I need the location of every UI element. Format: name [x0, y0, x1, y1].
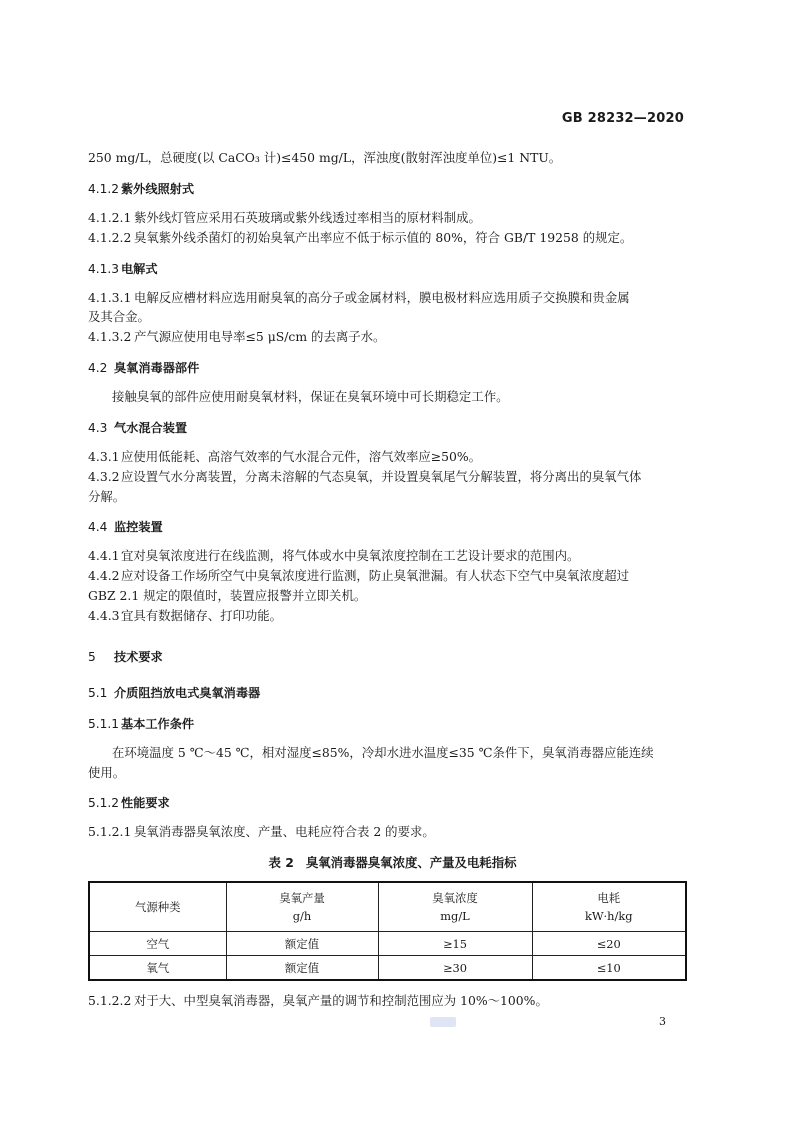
clause-4-3-2	[88, 469, 684, 485]
page-number: 3	[659, 1015, 666, 1028]
header-power-consumption: 电耗 kW·h/kg	[532, 882, 686, 932]
section-number: 5.1.1	[88, 717, 120, 731]
section-title: 紫外线照射式	[121, 182, 195, 196]
clause-4-1-3-1	[88, 290, 684, 306]
cell-ozone-output: 额定值	[226, 956, 378, 981]
chapter-title: 技术要求	[114, 650, 163, 664]
cell-power-consumption: ≤20	[532, 932, 686, 956]
standard-number: GB 28232—2020	[561, 111, 684, 126]
clause-text: 产气源应使用电导率≤5 μS/cm 的去离子水。	[134, 329, 386, 344]
header-ozone-output: 臭氧产量 g/h	[226, 882, 378, 932]
section-title: 臭氧消毒器部件	[114, 361, 200, 375]
clause-4-4-2	[88, 568, 684, 584]
paragraph-line: 250 mg/L，总硬度(以 CaCO₃ 计)≤450 mg/L，浑浊度(散射浑浊度单位)≤1 NTU。	[88, 150, 562, 165]
section-heading-4-2	[88, 360, 684, 376]
table-header-row	[89, 882, 686, 932]
chapter-heading-5	[88, 649, 684, 665]
paragraph-5-1-1: 在环境温度 5 ℃～45 ℃，相对湿度≤85%，冷却水进水温度≤35 ℃条件下，臭氧消毒器应能连续	[112, 745, 654, 760]
table-row	[89, 956, 686, 981]
clause-text: 电解反应槽材料应选用耐臭氧的高分子或金属材料，膜电极材料应选用质子交换膜和贵金属	[134, 290, 630, 305]
table-number: 表 2	[268, 855, 294, 870]
section-title: 监控装置	[114, 520, 163, 534]
section-heading-4-3	[88, 420, 684, 436]
clause-text: 应对设备工作场所空气中臭氧浓度进行监测，防止臭氧泄漏。有人状态下空气中臭氧浓度超过	[121, 568, 630, 583]
clause-text: 应设置气水分离装置，分离未溶解的气态臭氧，并设置臭氧尾气分解装置，将分离出的臭氧气体	[121, 469, 642, 484]
paragraph-4-2: 接触臭氧的部件应使用耐臭氧材料，保证在臭氧环境中可长期稳定工作。	[112, 389, 509, 404]
clause-4-1-3-2	[88, 329, 684, 345]
table-caption	[0, 853, 785, 871]
scan-stamp-mark	[430, 1017, 456, 1027]
clause-4-1-2-1	[88, 210, 684, 226]
header-gas-source: 气源种类	[89, 882, 226, 932]
clause-number: 4.4.2	[88, 568, 120, 583]
cell-gas-source: 空气	[89, 932, 226, 956]
clause-4-3-1	[88, 449, 684, 465]
clause-4-1-2-2	[88, 230, 684, 246]
section-heading-4-4	[88, 519, 684, 535]
clause-text: 宜对臭氧浓度进行在线监测，将气体或水中臭氧浓度控制在工艺设计要求的范围内。	[121, 548, 580, 563]
clause-number: 5.1.2.2	[88, 993, 132, 1008]
section-heading-5-1-2	[88, 795, 684, 811]
clause-4-4-1	[88, 548, 684, 564]
clause-number: 4.1.2.1	[88, 210, 132, 225]
clause-continuation: GBZ 2.1 规定的限值时，装置应报警并立即关机。	[88, 588, 367, 603]
section-heading-5-1-1	[88, 716, 684, 732]
clause-continuation: 及其合金。	[88, 309, 150, 324]
clause-5-1-2-2	[88, 993, 684, 1009]
clause-number: 4.1.2.2	[88, 230, 132, 245]
clause-number: 4.3.1	[88, 449, 120, 464]
chapter-number: 5	[88, 650, 96, 664]
cell-gas-source: 氧气	[89, 956, 226, 981]
section-number: 4.1.3	[88, 262, 120, 276]
cell-ozone-output: 额定值	[226, 932, 378, 956]
clause-number: 4.1.3.2	[88, 329, 132, 344]
table-row	[89, 932, 686, 956]
section-number: 4.3	[88, 421, 108, 435]
section-number: 4.2	[88, 361, 108, 375]
clause-number: 4.1.3.1	[88, 290, 132, 305]
clause-text: 宜具有数据储存、打印功能。	[121, 608, 283, 623]
clause-text: 臭氧紫外线杀菌灯的初始臭氧产出率应不低于标示值的 80%，符合 GB/T 19258 的规定。	[134, 230, 633, 245]
section-number: 5.1.2	[88, 796, 120, 810]
section-number: 4.1.2	[88, 182, 120, 196]
section-title: 性能要求	[121, 796, 170, 810]
clause-number: 4.4.3	[88, 608, 120, 623]
paragraph-continuation: 使用。	[88, 765, 126, 780]
clause-number: 4.4.1	[88, 548, 120, 563]
section-title: 电解式	[121, 262, 158, 276]
clause-number: 5.1.2.1	[88, 824, 132, 839]
section-heading-4-1-2	[88, 181, 684, 197]
clause-number: 4.3.2	[88, 469, 120, 484]
clause-continuation: 分解。	[88, 489, 126, 504]
clause-text: 紫外线灯管应采用石英玻璃或紫外线透过率相当的原材料制成。	[134, 210, 481, 225]
clause-text: 对于大、中型臭氧消毒器，臭氧产量的调节和控制范围应为 10%～100%。	[134, 993, 548, 1008]
section-title: 介质阻挡放电式臭氧消毒器	[114, 686, 261, 700]
cell-ozone-concentration: ≥15	[378, 932, 532, 956]
section-number: 4.4	[88, 520, 108, 534]
clause-text: 应使用低能耗、高溶气效率的气水混合元件，溶气效率应≥50%。	[121, 449, 482, 464]
section-heading-5-1	[88, 685, 684, 701]
clause-text: 臭氧消毒器臭氧浓度、产量、电耗应符合表 2 的要求。	[134, 824, 435, 839]
clause-4-4-3	[88, 608, 684, 624]
header-ozone-concentration: 臭氧浓度 mg/L	[378, 882, 532, 932]
table-title: 臭氧消毒器臭氧浓度、产量及电耗指标	[305, 855, 517, 870]
section-title: 基本工作条件	[121, 717, 195, 731]
cell-ozone-concentration: ≥30	[378, 956, 532, 981]
section-number: 5.1	[88, 686, 108, 700]
section-title: 气水混合装置	[114, 421, 188, 435]
ozone-spec-table	[88, 881, 687, 981]
clause-5-1-2-1	[88, 824, 684, 840]
section-heading-4-1-3	[88, 261, 684, 277]
cell-power-consumption: ≤10	[532, 956, 686, 981]
